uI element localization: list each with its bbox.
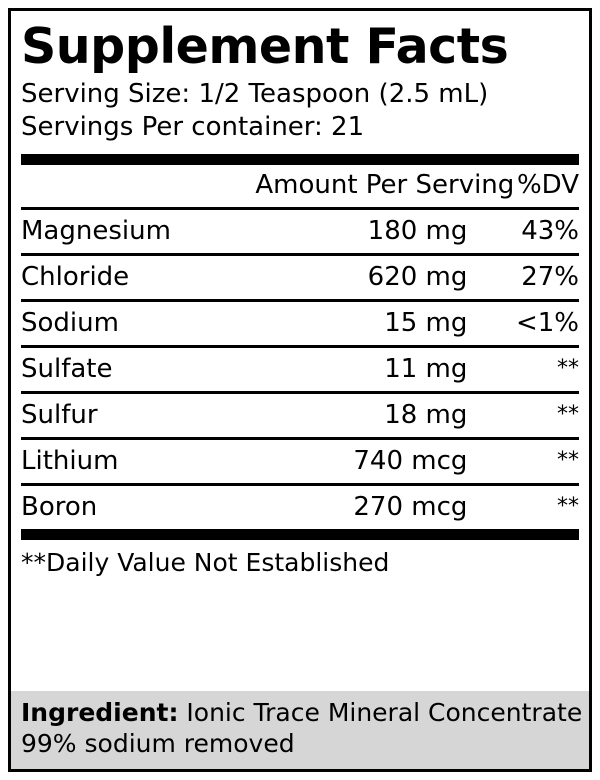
column-header-amount: Amount Per Serving: [255, 165, 467, 209]
ingredient-band: [11, 691, 589, 770]
nutrient-amount: 11 mg: [255, 347, 467, 393]
nutrient-dv: **: [557, 494, 579, 520]
page-title: Supplement Facts: [21, 18, 509, 75]
nutrient-amount: 740 mcg: [255, 439, 467, 485]
divider-thick-bottom: [21, 529, 579, 540]
nutrient-amount: 15 mg: [255, 301, 467, 347]
ingredient-line: [21, 697, 583, 728]
table-row: [21, 393, 579, 439]
table-header-row: [21, 165, 579, 209]
nutrient-name: Magnesium: [21, 209, 255, 255]
column-header-dv: %DV: [467, 165, 579, 209]
nutrient-name: Chloride: [21, 255, 255, 301]
divider-thick-top: [21, 154, 579, 165]
nutrition-table: [21, 165, 579, 529]
nutrient-amount: 18 mg: [255, 393, 467, 439]
servings-per-container-text: Servings Per container: 21: [21, 112, 365, 143]
nutrient-name: Boron: [21, 492, 98, 523]
nutrient-dv: <1%: [467, 301, 579, 347]
ingredient-label: Ingredient:: [21, 697, 179, 727]
column-header-nutrient: [21, 165, 255, 209]
table-row: [21, 255, 579, 301]
nutrient-amount: 620 mg: [255, 255, 467, 301]
daily-value-footnote: **Daily Value Not Established: [21, 548, 390, 578]
nutrient-amount: 270 mcg: [353, 492, 468, 523]
nutrient-dv: **: [467, 347, 579, 393]
nutrient-name: Lithium: [21, 439, 255, 485]
nutrient-dv: 27%: [467, 255, 579, 301]
ingredient-value: Ionic Trace Mineral Concentrate: [178, 697, 583, 727]
table-row: [21, 485, 579, 530]
nutrient-name: Sulfate: [21, 347, 255, 393]
nutrient-name: Sodium: [21, 301, 255, 347]
table-row: [21, 301, 579, 347]
supplement-facts-panel: [8, 8, 592, 772]
table-row: [21, 209, 579, 255]
ingredient-note: 99% sodium removed: [21, 728, 295, 758]
nutrient-dv: **: [467, 393, 579, 439]
table-row: [21, 347, 579, 393]
nutrient-dv: 43%: [467, 209, 579, 255]
nutrient-name: Sulfur: [21, 393, 255, 439]
nutrient-amount: 180 mg: [255, 209, 467, 255]
serving-size-text: Serving Size: 1/2 Teaspoon (2.5 mL): [21, 78, 489, 109]
table-row: [21, 439, 579, 485]
nutrient-dv: **: [467, 439, 579, 485]
label-content: [21, 15, 579, 578]
